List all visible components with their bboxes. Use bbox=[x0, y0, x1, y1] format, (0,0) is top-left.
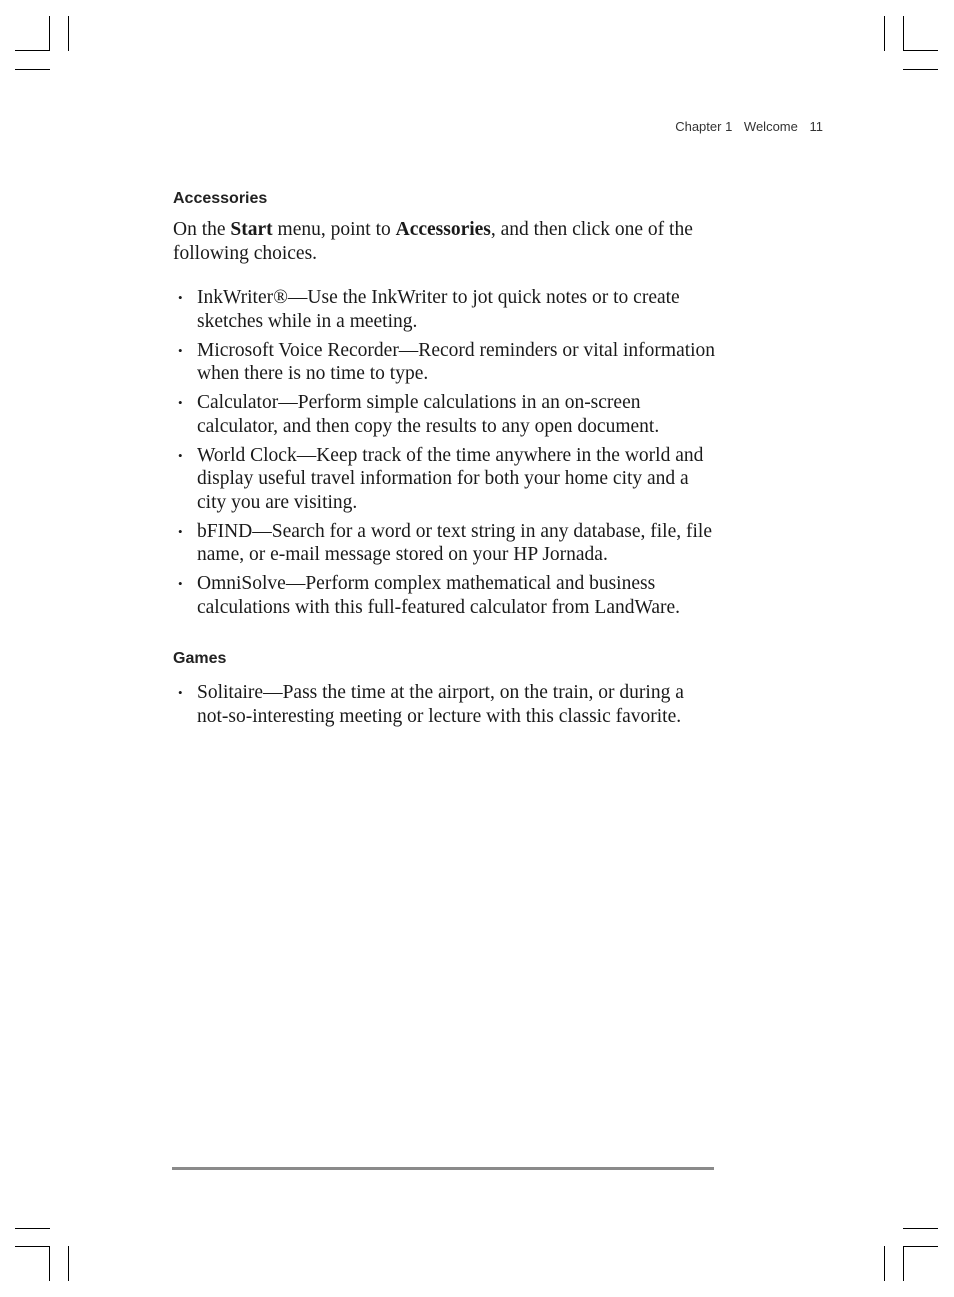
crop-mark bbox=[68, 1246, 69, 1281]
chapter-label: Chapter 1 bbox=[675, 119, 733, 134]
list-item bbox=[173, 681, 718, 728]
intro-text: menu, point to bbox=[272, 219, 396, 240]
bullet-icon: • bbox=[178, 447, 183, 463]
list-item bbox=[173, 520, 718, 567]
bullet-icon: • bbox=[178, 576, 183, 591]
voice-recorder-item: Microsoft Voice Recorder—Record reminders or vital information when there is no time to type. bbox=[197, 339, 716, 384]
list-item bbox=[173, 572, 718, 619]
list-item bbox=[173, 286, 718, 333]
crop-mark bbox=[15, 69, 50, 70]
crop-mark bbox=[49, 16, 50, 51]
intro-text: , and then click one of the following choices. bbox=[173, 219, 693, 264]
inkwriter-item: InkWriter®—Use the InkWriter to jot quick notes or to create sketches while in a meeting. bbox=[197, 287, 680, 332]
crop-mark bbox=[49, 1246, 50, 1281]
running-header bbox=[675, 119, 823, 134]
bullet-icon: • bbox=[178, 395, 183, 410]
solitaire-item: Solitaire—Pass the time at the airport, on the train, or during a not-so-interesting meeting or lecture with this classic favorite. bbox=[197, 682, 684, 727]
crop-mark bbox=[68, 16, 69, 51]
accessories-heading: Accessories bbox=[173, 190, 268, 207]
crop-mark bbox=[903, 16, 904, 51]
list-item bbox=[173, 444, 718, 515]
crop-mark bbox=[903, 69, 938, 70]
accessories-term: Accessories bbox=[395, 219, 491, 240]
footer-rule bbox=[172, 1167, 714, 1170]
crop-mark bbox=[903, 1228, 938, 1229]
calculator-item: Calculator—Perform simple calculations in an on-screen calculator, and then copy the results to any open document. bbox=[197, 392, 660, 437]
list-item bbox=[173, 339, 718, 386]
bfind-item: bFIND—Search for a word or text string in any database, file, file name, or e-mail message stored on your HP Jornada. bbox=[197, 520, 712, 565]
crop-mark bbox=[884, 16, 885, 51]
intro-text: On the bbox=[173, 219, 231, 240]
omnisolve-item: OmniSolve—Perform complex mathematical and business calculations with this full-featured calculator from LandWare. bbox=[197, 573, 681, 618]
bullet-icon: • bbox=[178, 523, 183, 539]
accessories-list bbox=[173, 286, 718, 619]
bullet-icon: • bbox=[178, 342, 183, 358]
world-clock-item: World Clock—Keep track of the time anywhere in the world and display useful travel information for both your home city and a city you are visiting. bbox=[197, 444, 704, 513]
list-item bbox=[173, 391, 718, 438]
section-label: Welcome bbox=[743, 119, 798, 134]
crop-mark bbox=[884, 1246, 885, 1281]
page-body bbox=[173, 190, 718, 734]
bullet-icon: • bbox=[178, 685, 183, 700]
page-number: 11 bbox=[809, 119, 823, 134]
crop-mark bbox=[15, 1228, 50, 1229]
games-list bbox=[173, 681, 718, 728]
crop-mark bbox=[903, 50, 938, 51]
crop-mark bbox=[903, 1246, 938, 1247]
crop-mark bbox=[15, 1246, 50, 1247]
bullet-icon: • bbox=[178, 290, 183, 305]
start-menu-term: Start bbox=[230, 219, 273, 240]
accessories-intro bbox=[173, 218, 718, 265]
games-heading: Games bbox=[173, 650, 227, 667]
crop-mark bbox=[903, 1246, 904, 1281]
crop-mark bbox=[15, 50, 50, 51]
